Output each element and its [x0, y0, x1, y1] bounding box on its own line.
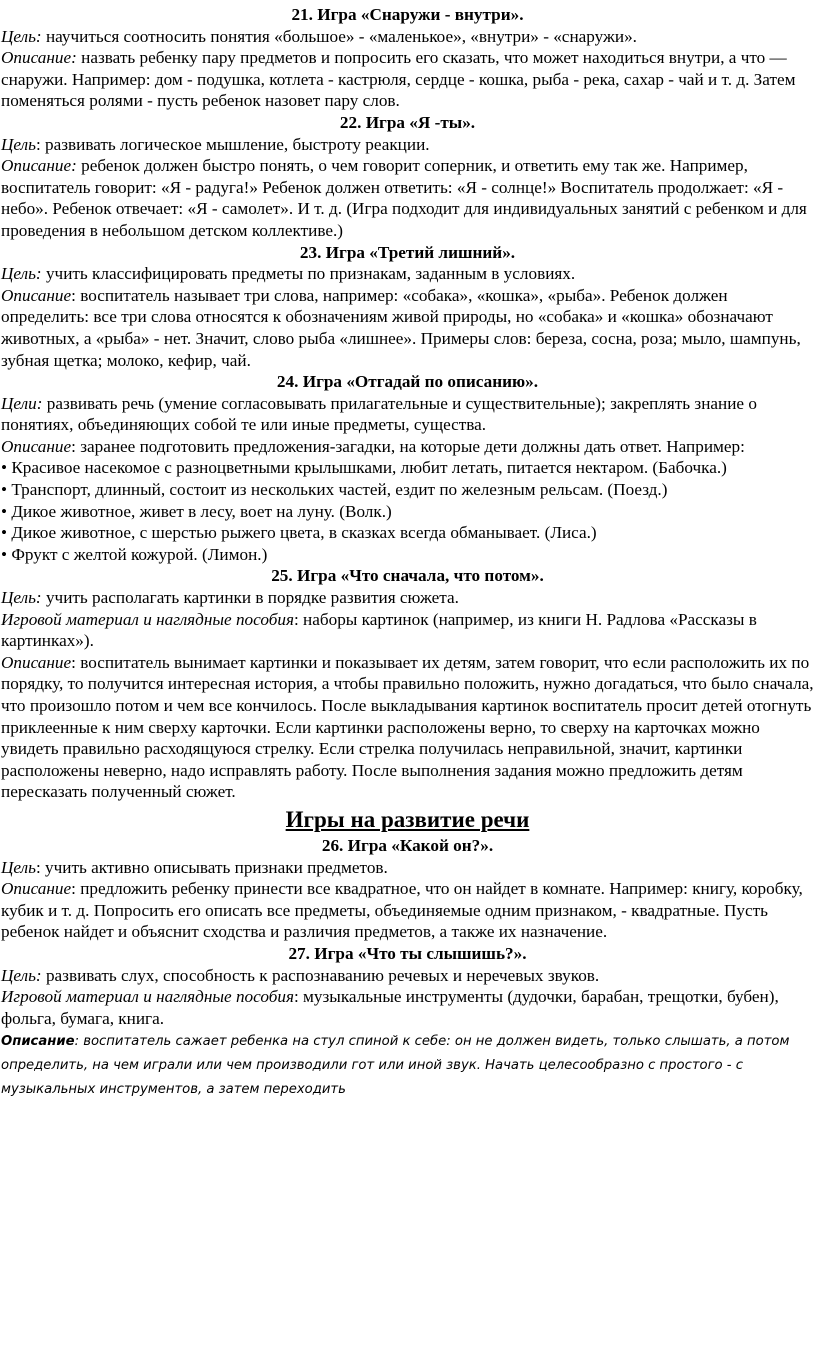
goal-label: Цель: [1, 588, 42, 608]
description-label: Описание [1, 652, 72, 672]
description-text: назвать ребенку пару предметов и попросить его сказать, что может находиться внутри, а что — снаружи. Например: дом - подушка, котлета - кастрюля, сердце - кошка, рыба - река, сахар - чай и т. д. Затем поменяться ролями - пусть ребенок назовет пару слов. [1, 48, 796, 111]
description-text: : предложить ребенку принести все квадратное, что он найдет в комнате. Например: книгу, коробку, кубик и т. д. Попросить его описать все предметы, объединяемые одним признаком, - квадратные. Пусть ребенок найдет и объяснит сходства и различия предметов, а также их назначение. [1, 879, 803, 942]
riddle-item: • Дикое животное, с шерстью рыжего цвета, в сказках всегда обманывает. (Лиса.) [1, 523, 597, 543]
game-23-title: 23. Игра «Третий лишний». [299, 242, 516, 262]
materials-label: Игровой материал и наглядные пособия [1, 609, 294, 629]
goal-text: : развивать логическое мышление, быстроту реакции. [35, 134, 430, 154]
goal-label: Цель: [1, 264, 42, 284]
goal-label: Цели: [1, 393, 43, 413]
game-24-goal [1, 393, 814, 436]
game-25-description [1, 652, 814, 803]
game-24-description [1, 436, 814, 458]
description-label: Описание [1, 285, 72, 305]
description-label: Описание [1, 1034, 75, 1050]
game-24-title: 24. Игра «Отгадай по описанию». [276, 372, 539, 392]
riddle-item: • Красивое насекомое с разноцветными крылышками, любит летать, питается нектаром. (Бабочка.) [1, 458, 727, 478]
materials-text: : наборы картинок (например, из книги Н. Радлова «Рассказы в картинках»). [1, 609, 757, 651]
goal-label: Цель [1, 857, 36, 877]
goal-text: учить располагать картинки в порядке развития сюжета. [41, 588, 459, 608]
game-25-title: 25. Игра «Что сначала, что потом». [271, 566, 544, 586]
description-label: Описание [1, 436, 72, 456]
game-21-description [1, 47, 814, 112]
game-27-goal [1, 965, 814, 987]
game-27-description [1, 1030, 814, 1102]
riddle-item: • Фрукт с желтой кожурой. (Лимон.) [1, 544, 268, 564]
game-22-goal [1, 134, 814, 156]
game-22-title: 22. Игра «Я -ты». [339, 112, 476, 132]
game-23-goal [1, 263, 814, 285]
game-22-description [1, 155, 814, 241]
description-text: ребенок должен быстро понять, о чем говорит соперник, и ответить ему так же. Например, воспитатель говорит: «Я - радуга!» Ребенок должен ответить: «Я - солнце!» Воспитатель продолжает: «Я - небо». Ребенок отвечает: «Я - самолет». И т. д. (Игра подходит для индивидуальных занятий с ребенком и для проведения в небольшом детском коллективе.) [1, 156, 807, 240]
materials-label: Игровой материал и наглядные пособия [1, 987, 294, 1007]
game-21-goal [1, 26, 814, 48]
game-26-goal [1, 857, 814, 879]
description-text: : воспитатель называет три слова, например: «собака», «кошка», «рыба». Ребенок должен определить: все три слова относятся к обозначениям живой природы, но «собака» и «кошка» обозначают животных, а «рыба» - нет. Значит, слово рыба «лишнее». Примеры слов: береза, сосна, роза; мыло, шампунь, зубная щетка; молоко, кефир, чай. [1, 285, 801, 370]
game-23-description [1, 285, 814, 371]
game-27-materials [1, 986, 814, 1029]
goal-label: Цель: [1, 965, 42, 985]
game-25-materials [1, 609, 814, 652]
document-body [0, 4, 816, 1102]
description-text: : заранее подготовить предложения-загадки, на которые дети должны дать ответ. Например: [71, 436, 745, 456]
game-27-title: 27. Игра «Что ты слышишь?». [288, 943, 527, 963]
goal-text: учить классифицировать предметы по признакам, заданным в условиях. [41, 264, 576, 284]
materials-text: : музыкальные инструменты (дудочки, барабан, трещотки, бубен), фольга, бумага, книга. [1, 987, 779, 1028]
description-text: : воспитатель вынимает картинки и показывает их детям, затем говорит, что если расположить их по порядку, то получится интересная история, а чтобы правильно положить, нужно догадаться, что было сначала, что произошло потом и чем все кончилось. После выкладывания картинок воспитатель просит детей отогнуть приклеенные к ним сверху карточки. Если картинки расположены верно, то сверху на карточках можно увидеть правильно расходящуюся стрелку. Если стрелка получилась неправильной, значит, картинки расположены неверно, надо исправлять работу. После выполнения задания можно предложить детям пересказать полученный сюжет. [1, 652, 814, 802]
game-26-title: 26. Игра «Какой он?». [321, 835, 494, 855]
section-heading: Игры на развитие речи [285, 806, 530, 832]
description-label: Описание: [1, 156, 77, 176]
description-text: : воспитатель сажает ребенка на стул спиной к себе: он не должен видеть, только слышать, а потом определить, на чем играли или чем производили гот или иной звук. Начать целесообразно с простого - с музыкальных инструментов, а затем переходить [1, 1034, 790, 1098]
goal-label: Цель: [1, 26, 42, 46]
riddle-item: • Дикое животное, живет в лесу, воет на луну. (Волк.) [1, 501, 392, 521]
goal-label: Цель [1, 134, 36, 154]
goal-text: : учить активно описывать признаки предметов. [35, 857, 388, 877]
game-21-title: 21. Игра «Снаружи - внутри». [291, 5, 524, 24]
game-26-description [1, 878, 814, 943]
riddle-item: • Транспорт, длинный, состоит из нескольких частей, ездит по железным рельсам. (Поезд.) [1, 480, 668, 500]
description-label: Описание [1, 879, 72, 899]
description-label: Описание: [1, 48, 77, 68]
goal-text: развивать речь (умение согласовывать прилагательные и существительные); закреплять знание о понятиях, объединяющих собой те или иные предметы, существа. [1, 393, 757, 435]
goal-text: развивать слух, способность к распознаванию речевых и неречевых звуков. [41, 965, 600, 985]
game-25-goal [1, 587, 814, 609]
goal-text: научиться соотносить понятия «большое» - «маленькое», «внутри» - «снаружи». [41, 26, 637, 46]
